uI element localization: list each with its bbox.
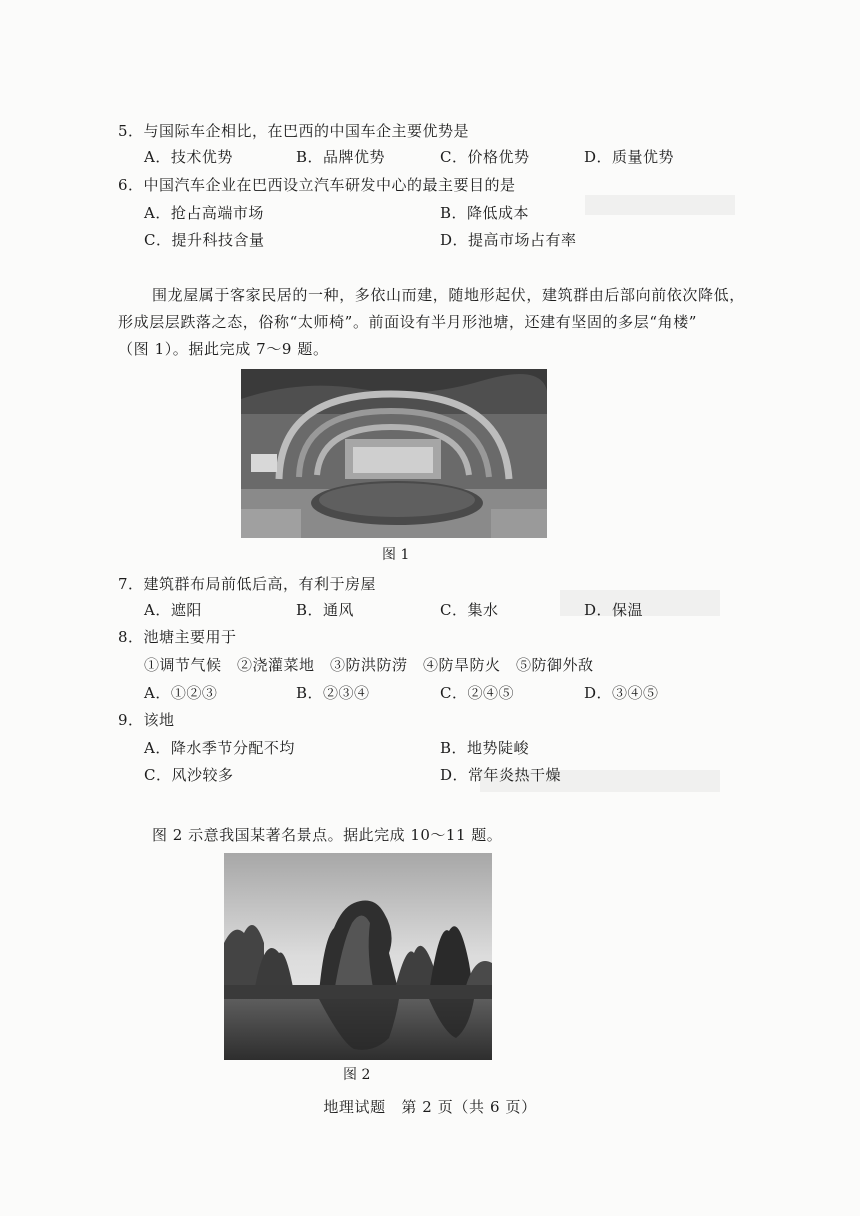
karst-landscape-image — [224, 853, 492, 1060]
passage-weilongwu-line-1: 围龙屋属于客家民居的一种，多依山而建，随地形起伏，建筑群由后部向前依次降低， — [152, 286, 745, 304]
passage-figure-2-intro: 图 2 示意我国某著名景点。据此完成 10～11 题。 — [152, 826, 503, 844]
passage-weilongwu-line-3: （图 1）。据此完成 7～9 题。 — [118, 340, 329, 358]
q5-stem: 5．与国际车企相比，在巴西的中国车企主要优势是 — [118, 122, 470, 140]
q8-option-a: A．①②③ — [144, 684, 218, 702]
q6-option-c: C．提升科技含量 — [144, 231, 265, 249]
q7-option-c: C．集水 — [440, 601, 499, 619]
q8-option-b: B．②③④ — [296, 684, 370, 702]
figure-2-caption: 图 2 — [343, 1067, 371, 1083]
q6-option-d: D．提高市场占有率 — [440, 231, 577, 249]
q5-option-b: B．品牌优势 — [296, 148, 386, 166]
figure-2-photo — [224, 853, 492, 1060]
q5-option-c: C．价格优势 — [440, 148, 530, 166]
q7-stem: 7．建筑群布局前低后高，有利于房屋 — [118, 575, 377, 593]
q9-option-d: D．常年炎热干燥 — [440, 766, 562, 784]
q9-stem: 9．该地 — [118, 711, 175, 729]
q6-option-b: B．降低成本 — [440, 204, 530, 222]
q5-option-d: D．质量优势 — [584, 148, 675, 166]
q8-option-c: C．②④⑤ — [440, 684, 514, 702]
q5-option-a: A．技术优势 — [144, 148, 233, 166]
weilongwu-aerial-image — [241, 369, 547, 538]
q8-choices: ①调节气候 ②浇灌菜地 ③防洪防涝 ④防旱防火 ⑤防御外敌 — [144, 656, 594, 674]
passage-weilongwu — [118, 282, 758, 363]
q8-option-d: D．③④⑤ — [584, 684, 659, 702]
q9-option-c: C．风沙较多 — [144, 766, 234, 784]
q7-option-d: D．保温 — [584, 601, 644, 619]
passage-weilongwu-line-2: 形成层层跌落之态，俗称“太师椅”。前面设有半月形池塘，还建有坚固的多层“角楼” — [118, 313, 698, 331]
q7-option-b: B．通风 — [296, 601, 355, 619]
q6-stem: 6．中国汽车企业在巴西设立汽车研发中心的最主要目的是 — [118, 176, 516, 194]
bleed-through-mark — [585, 195, 735, 215]
q7-option-a: A．遮阳 — [144, 601, 202, 619]
q6-option-a: A．抢占高端市场 — [144, 204, 264, 222]
figure-1-photo — [241, 369, 547, 538]
page-footer: 地理试题 第 2 页（共 6 页） — [323, 1098, 537, 1116]
q8-stem: 8．池塘主要用于 — [118, 628, 237, 646]
q9-option-b: B．地势陡峻 — [440, 739, 530, 757]
figure-1-caption: 图 1 — [382, 547, 410, 563]
q9-option-a: A．降水季节分配不均 — [144, 739, 295, 757]
